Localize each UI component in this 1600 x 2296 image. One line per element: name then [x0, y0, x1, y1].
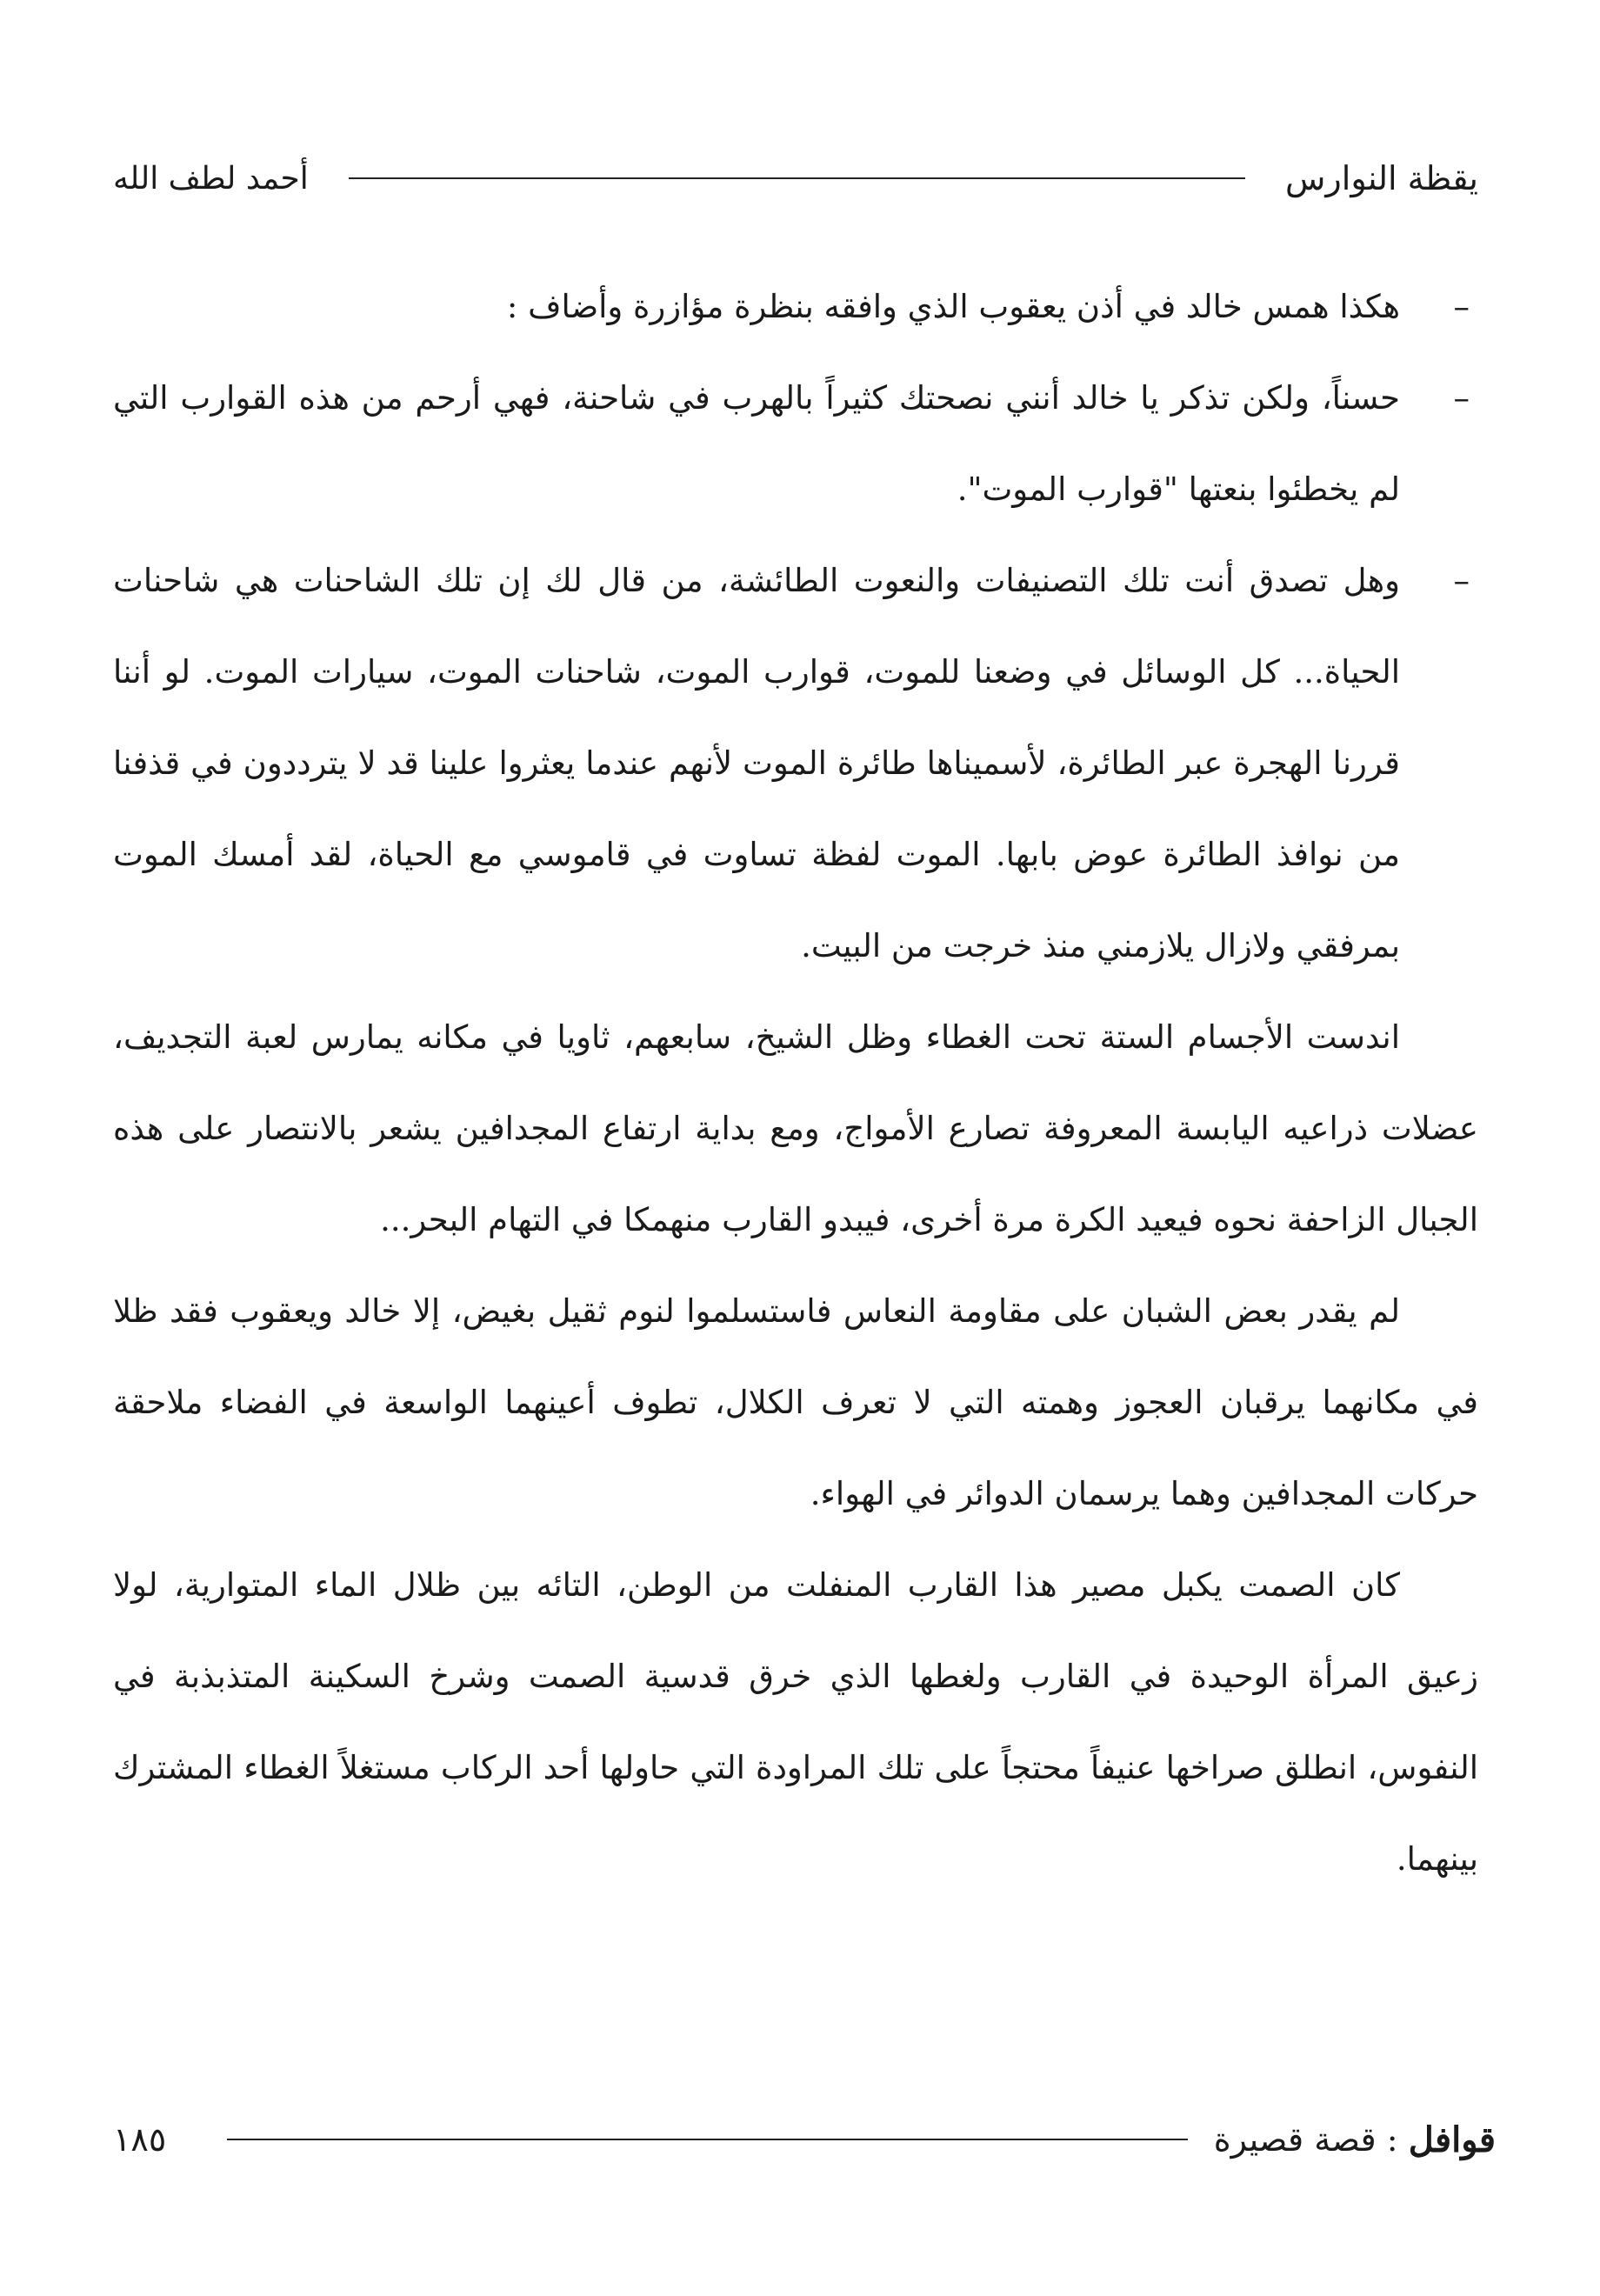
narrative-paragraph-1: اندست الأجسام الستة تحت الغطاء وظل الشيخ، سابعهم، ثاويا في مكانه يمارس لعبة التجديف، عضلات ذراعيه اليابسة المعروفة تصارع الأمواج، ومع بداية ارتفاع المجدافين يشعر بالانتصار على هذه الجبال الزاحفة نحوه فيعيد الكرة مرة أخرى، فيبدو القارب منهمكا في التهام البحر... — [113, 1018, 1478, 1238]
dialogue-paragraph-3 — [113, 535, 1478, 991]
header-rule — [349, 177, 1245, 179]
author-name: أحمد لطف الله — [113, 160, 309, 197]
book-title: يقظة النوارس — [1285, 159, 1478, 197]
dialogue-dash: – — [1453, 379, 1470, 417]
genre-label: قصة قصيرة — [1213, 2120, 1377, 2159]
dialogue-dash: – — [1453, 288, 1470, 325]
footer-rule — [227, 2139, 1187, 2140]
dialogue-dash: – — [1453, 562, 1470, 599]
footer-separator: : — [1376, 2120, 1409, 2159]
paragraph-text: هكذا همس خالد في أذن يعقوب الذي وافقه بنظرة مؤازرة وأضاف : — [506, 288, 1400, 325]
running-footer — [113, 2109, 1496, 2170]
page-number: ١٨٥ — [113, 2120, 167, 2159]
paragraph-text: حسناً، ولكن تذكر يا خالد أنني نصحتك كثيراً بالهرب في شاحنة، فهي أرحم من هذه القوارب التي لم يخطئوا بنعتها "قوارب الموت". — [113, 379, 1400, 508]
journal-name: قوافل — [1408, 2119, 1496, 2160]
dialogue-paragraph-2 — [113, 352, 1478, 535]
page-body — [113, 261, 1478, 1905]
dialogue-paragraph-1 — [113, 261, 1478, 352]
paragraph-text: وهل تصدق أنت تلك التصنيفات والنعوت الطائشة، من قال لك إن تلك الشاحنات هي شاحنات الحياة... كل الوسائل في وضعنا للموت، قوارب الموت، شاحنات الموت، سيارات الموت. لو أننا قررنا الهجرة عبر الطائرة، لأسميناها طائرة الموت لأنهم عندما يعثروا علينا قد لا يترددون في قذفنا من نوافذ الطائرة عوض بابها. الموت لفظة تساوت في قاموسي مع الحياة، لقد أمسك الموت بمرفقي ولازال يلازمني منذ خرجت من البيت. — [113, 562, 1400, 964]
running-header — [113, 148, 1478, 209]
narrative-paragraph-3: كان الصمت يكبل مصير هذا القارب المنفلت من الوطن، التائه بين ظلال الماء المتوارية، لولا زعيق المرأة الوحيدة في القارب ولغطها الذي خرق قدسية الصمت وشرخ السكينة المتذبذبة في النفوس، انطلق صراخها عنيفاً محتجاً على تلك المراودة التي حاولها أحد الركاب مستغلاً الغطاء المشترك بينهما. — [113, 1566, 1478, 1878]
narrative-paragraph-2: لم يقدر بعض الشبان على مقاومة النعاس فاستسلموا لنوم ثقيل بغيض، إلا خالد ويعقوب فقد ظلا في مكانهما يرقبان العجوز وهمته التي لا تعرف الكلال، تطوف أعينهما الواسعة في الفضاء ملاحقة حركات المجدافين وهما يرسمان الدوائر في الهواء. — [113, 1292, 1478, 1512]
